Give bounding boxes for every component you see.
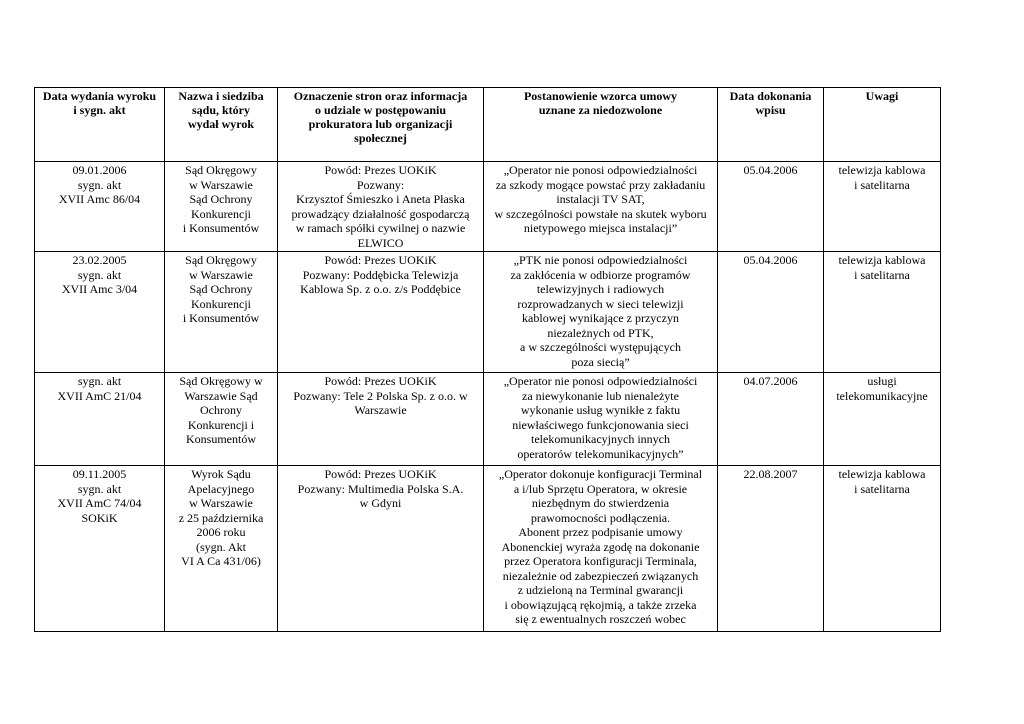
cell-entry-date: 04.07.2006 (718, 373, 824, 466)
header-entry-date: Data dokonania wpisu (718, 88, 824, 162)
header-court: Nazwa i siedziba sądu, który wydał wyrok (165, 88, 278, 162)
header-notes: Uwagi (824, 88, 941, 162)
cell-clause: „PTK nie ponosi odpowiedzialności za zakłócenia w odbiorze programów telewizyjnych i radiowych rozprowadzanych w sieci telewizji kablowej wynikające z przyczyn niezależnych od PTK, a w szczególności występujących poza siecią” (484, 252, 718, 373)
table-row (35, 162, 941, 252)
header-clause: Postanowienie wzorca umowy uznane za niedozwolone (484, 88, 718, 162)
cell-clause: „Operator dokonuje konfiguracji Terminal a i/lub Sprzętu Operatora, w okresie niezbędnym do stwierdzenia prawomocności podłączenia. Abonent przez podpisanie umowy Abonenckiej wyraża zgodę na dokonanie przez Operatora konfiguracji Terminala, niezależnie od zabezpieczeń związanych z udzieloną na Terminal gwarancji i obowiązującą rękojmią, a także zrzeka się z ewentualnych roszczeń wobec (484, 466, 718, 632)
cell-parties: Powód: Prezes UOKiK Pozwany: Tele 2 Polska Sp. z o.o. w Warszawie (278, 373, 484, 466)
cell-parties: Powód: Prezes UOKiK Pozwany: Krzysztof Śmieszko i Aneta Płaska prowadzący działalność gospodarczą w ramach spółki cywilnej o nazwie ELWICO (278, 162, 484, 252)
cell-court: Wyrok Sądu Apelacyjnego w Warszawie z 25 października 2006 roku (sygn. Akt VI A Ca 431/06) (165, 466, 278, 632)
cell-parties: Powód: Prezes UOKiK Pozwany: Poddębicka Telewizja Kablowa Sp. z o.o. z/s Poddębice (278, 252, 484, 373)
cell-date-signature: 23.02.2005 sygn. akt XVII Amc 3/04 (35, 252, 165, 373)
header-date-signature: Data wydania wyroku i sygn. akt (35, 88, 165, 162)
cell-court: Sąd Okręgowy w Warszawie Sąd Ochrony Konkurencji i Konsumentów (165, 373, 278, 466)
header-parties: Oznaczenie stron oraz informacja o udziale w postępowaniu prokuratora lub organizacji społecznej (278, 88, 484, 162)
cell-court: Sąd Okręgowy w Warszawie Sąd Ochrony Konkurencji i Konsumentów (165, 252, 278, 373)
cell-notes: usługi telekomunikacyjne (824, 373, 941, 466)
cell-clause: „Operator nie ponosi odpowiedzialności za niewykonanie lub nienależyte wykonanie usług wynikłe z faktu niewłaściwego funkcjonowania sieci telekomunikacyjnych innych operatorów telekomunikacyjnych” (484, 373, 718, 466)
cell-parties: Powód: Prezes UOKiK Pozwany: Multimedia Polska S.A. w Gdyni (278, 466, 484, 632)
cell-date-signature: sygn. akt XVII AmC 21/04 (35, 373, 165, 466)
table-row (35, 373, 941, 466)
table-row (35, 252, 941, 373)
cell-date-signature: 09.11.2005 sygn. akt XVII AmC 74/04 SOKiK (35, 466, 165, 632)
cell-clause: „Operator nie ponosi odpowiedzialności za szkody mogące powstać przy zakładaniu instalacji TV SAT, w szczególności powstałe na skutek wyboru nietypowego miejsca instalacji” (484, 162, 718, 252)
table-header-row (35, 88, 941, 162)
cell-entry-date: 05.04.2006 (718, 162, 824, 252)
cell-date-signature: 09.01.2006 sygn. akt XVII Amc 86/04 (35, 162, 165, 252)
cell-notes: telewizja kablowa i satelitarna (824, 162, 941, 252)
cell-notes: telewizja kablowa i satelitarna (824, 466, 941, 632)
cell-notes: telewizja kablowa i satelitarna (824, 252, 941, 373)
cell-court: Sąd Okręgowy w Warszawie Sąd Ochrony Konkurencji i Konsumentów (165, 162, 278, 252)
cell-entry-date: 05.04.2006 (718, 252, 824, 373)
register-table (34, 87, 941, 632)
cell-entry-date: 22.08.2007 (718, 466, 824, 632)
table-row (35, 466, 941, 632)
